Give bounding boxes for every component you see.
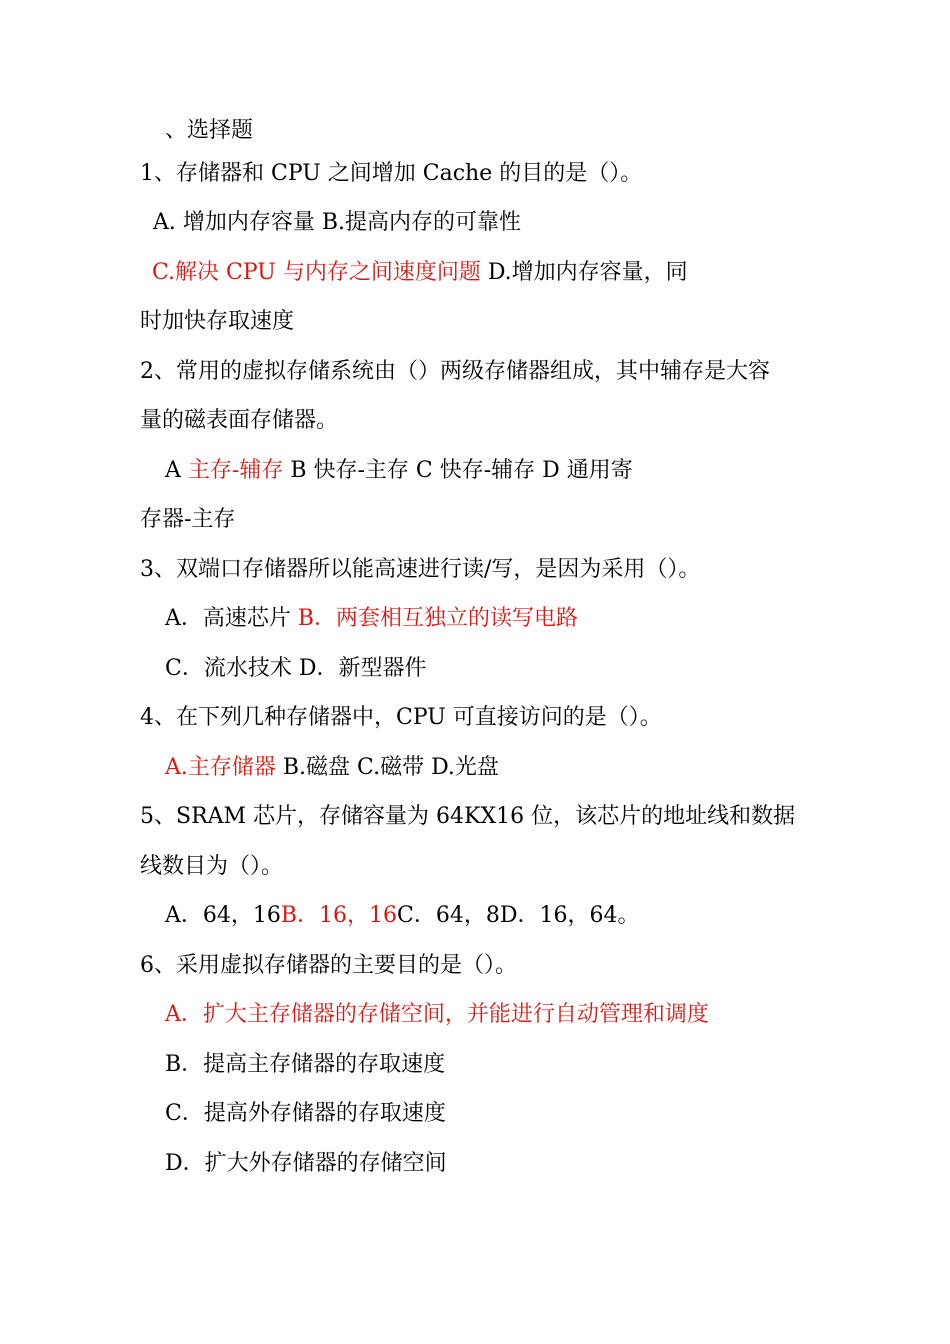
q3-stem	[140, 555, 700, 585]
question-text: D.增加内存容量，同	[480, 260, 688, 285]
q1-options-ab	[153, 208, 521, 238]
question-text: 1、存储器和 CPU 之间增加 Cache 的目的是（）。	[140, 161, 643, 186]
q6-stem	[140, 951, 517, 981]
question-text: C．提高外存储器的存取速度	[165, 1101, 446, 1126]
q1-options-cd-cont	[140, 307, 294, 337]
answer-text: 主存-辅存	[187, 458, 284, 483]
q6-option-c	[165, 1099, 446, 1129]
question-text: B.磁盘 C.磁带 D.光盘	[275, 755, 499, 780]
q1-stem	[140, 159, 642, 189]
q2-options	[165, 456, 633, 486]
q2-stem	[140, 357, 770, 387]
q5-stem	[140, 802, 795, 832]
question-text: 、选择题	[165, 118, 254, 143]
question-text: C．64，8D．16，64。	[397, 903, 640, 928]
q6-option-b	[165, 1050, 445, 1080]
q4-options	[165, 753, 499, 783]
question-text: 5、SRAM 芯片，存储容量为 64KX16 位，该芯片的地址线和数据	[140, 804, 796, 829]
q5-stem-cont	[140, 852, 283, 882]
q4-stem	[140, 703, 662, 733]
question-text: 时加快存取速度	[140, 309, 295, 334]
q6-option-a	[165, 1000, 709, 1030]
q2-stem-cont	[140, 406, 338, 436]
question-text: B 快存-主存 C 快存-辅存 D 通用寄	[283, 458, 633, 483]
question-text: 存器-主存	[140, 507, 236, 532]
question-text: 线数目为（）。	[140, 854, 284, 879]
q6-option-d	[165, 1149, 447, 1179]
question-text: 2、常用的虚拟存储系统由（）两级存储器组成，其中辅存是大容	[140, 359, 770, 384]
question-text: A. 增加内存容量 B.提高内存的可靠性	[153, 210, 522, 235]
question-text: A	[165, 458, 188, 483]
question-text: 3、双端口存储器所以能高速进行读/写，是因为采用（）。	[140, 557, 701, 582]
question-text: 量的磁表面存储器。	[140, 408, 339, 433]
q1-options-cd	[152, 258, 688, 288]
q3-options-ab	[165, 604, 578, 634]
question-text: B．提高主存储器的存取速度	[165, 1052, 446, 1077]
question-text: 4、在下列几种存储器中，CPU 可直接访问的是（）。	[140, 705, 662, 730]
question-text: A．64，16	[165, 903, 281, 928]
q2-options-cont	[140, 505, 235, 535]
q3-options-cd	[165, 654, 426, 684]
answer-text: A．扩大主存储器的存储空间，并能进行自动管理和调度	[165, 1002, 709, 1027]
answer-text: C.解决 CPU 与内存之间速度问题	[152, 260, 481, 285]
question-text: D．扩大外存储器的存储空间	[165, 1151, 447, 1176]
question-text: 6、采用虚拟存储器的主要目的是（）。	[140, 953, 517, 978]
answer-text: A.主存储器	[165, 755, 276, 780]
question-text: A．高速芯片	[165, 606, 298, 631]
question-text: C．流水技术 D．新型器件	[165, 656, 427, 681]
answer-text: B．16，16	[280, 903, 398, 928]
answer-text: B．两套相互独立的读写电路	[297, 606, 579, 631]
section-heading	[165, 116, 253, 146]
q5-options	[165, 901, 640, 931]
